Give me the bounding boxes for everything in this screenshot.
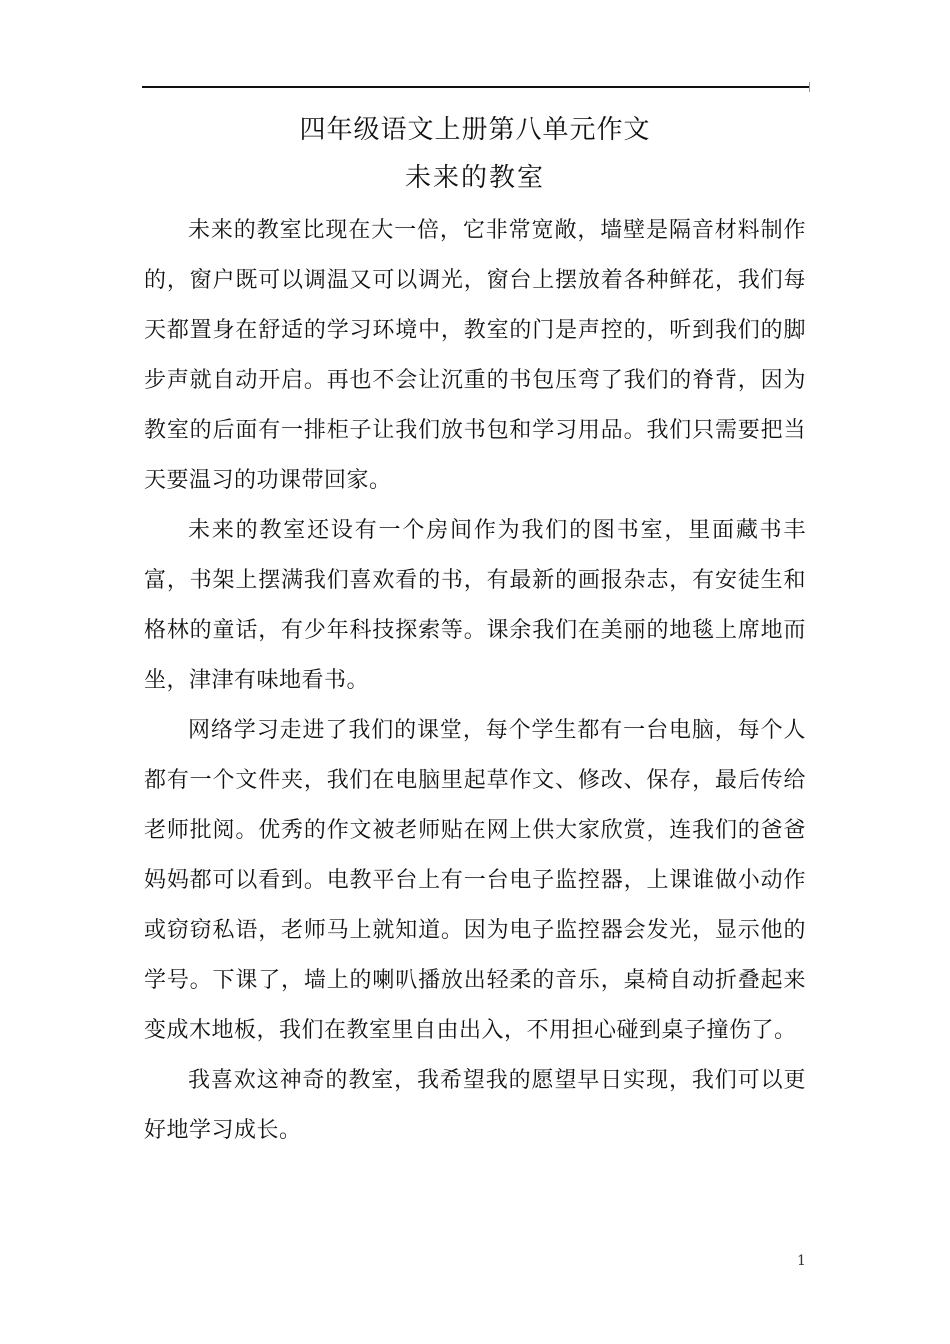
document-title: 四年级语文上册第八单元作文 — [299, 115, 651, 145]
header-rule — [142, 86, 810, 88]
paragraph-1: 未来的教室比现在大一倍，它非常宽敞，墙壁是隔音材料制作的，窗户既可以调温又可以调光，窗台上摆放着各种鲜花，我们每天都置身在舒适的学习环境中，教室的门是声控的，听到我们的脚步声就自动开启。再也不会让沉重的书包压弯了我们的脊背，因为教室的后面有一排柜子让我们放书包和学习用品。我们只需要把当天要温习的功课带回家。 — [144, 218, 806, 493]
paragraph-3: 网络学习走进了我们的课堂，每个学生都有一台电脑，每个人都有一个文件夹，我们在电脑里起草作文、修改、保存，最后传给老师批阅。优秀的作文被老师贴在网上供大家欣赏，连我们的爸爸妈妈都可以看到。电教平台上有一台电子监控器，上课谁做小动作或窃窃私语，老师马上就知道。因为电子监控器会发光，显示他的学号。下课了，墙上的喇叭播放出轻柔的音乐，桌椅自动折叠起来变成木地板，我们在教室里自由出入，不用担心碰到桌子撞伤了。 — [144, 718, 806, 1043]
page-number: 1 — [797, 1253, 806, 1269]
header-rule-tick — [809, 82, 810, 92]
paragraph-2: 未来的教室还设有一个房间作为我们的图书室，里面藏书丰富，书架上摆满我们喜欢看的书，有最新的画报杂志，有安徒生和格林的童话，有少年科技探索等。课余我们在美丽的地毯上席地而坐，津津有味地看书。 — [144, 518, 806, 693]
document-body — [144, 108, 806, 1156]
essay-title: 未来的教室 — [404, 163, 545, 193]
paragraph-4: 我喜欢这神奇的教室，我希望我的愿望早日实现，我们可以更好地学习成长。 — [144, 1068, 806, 1143]
